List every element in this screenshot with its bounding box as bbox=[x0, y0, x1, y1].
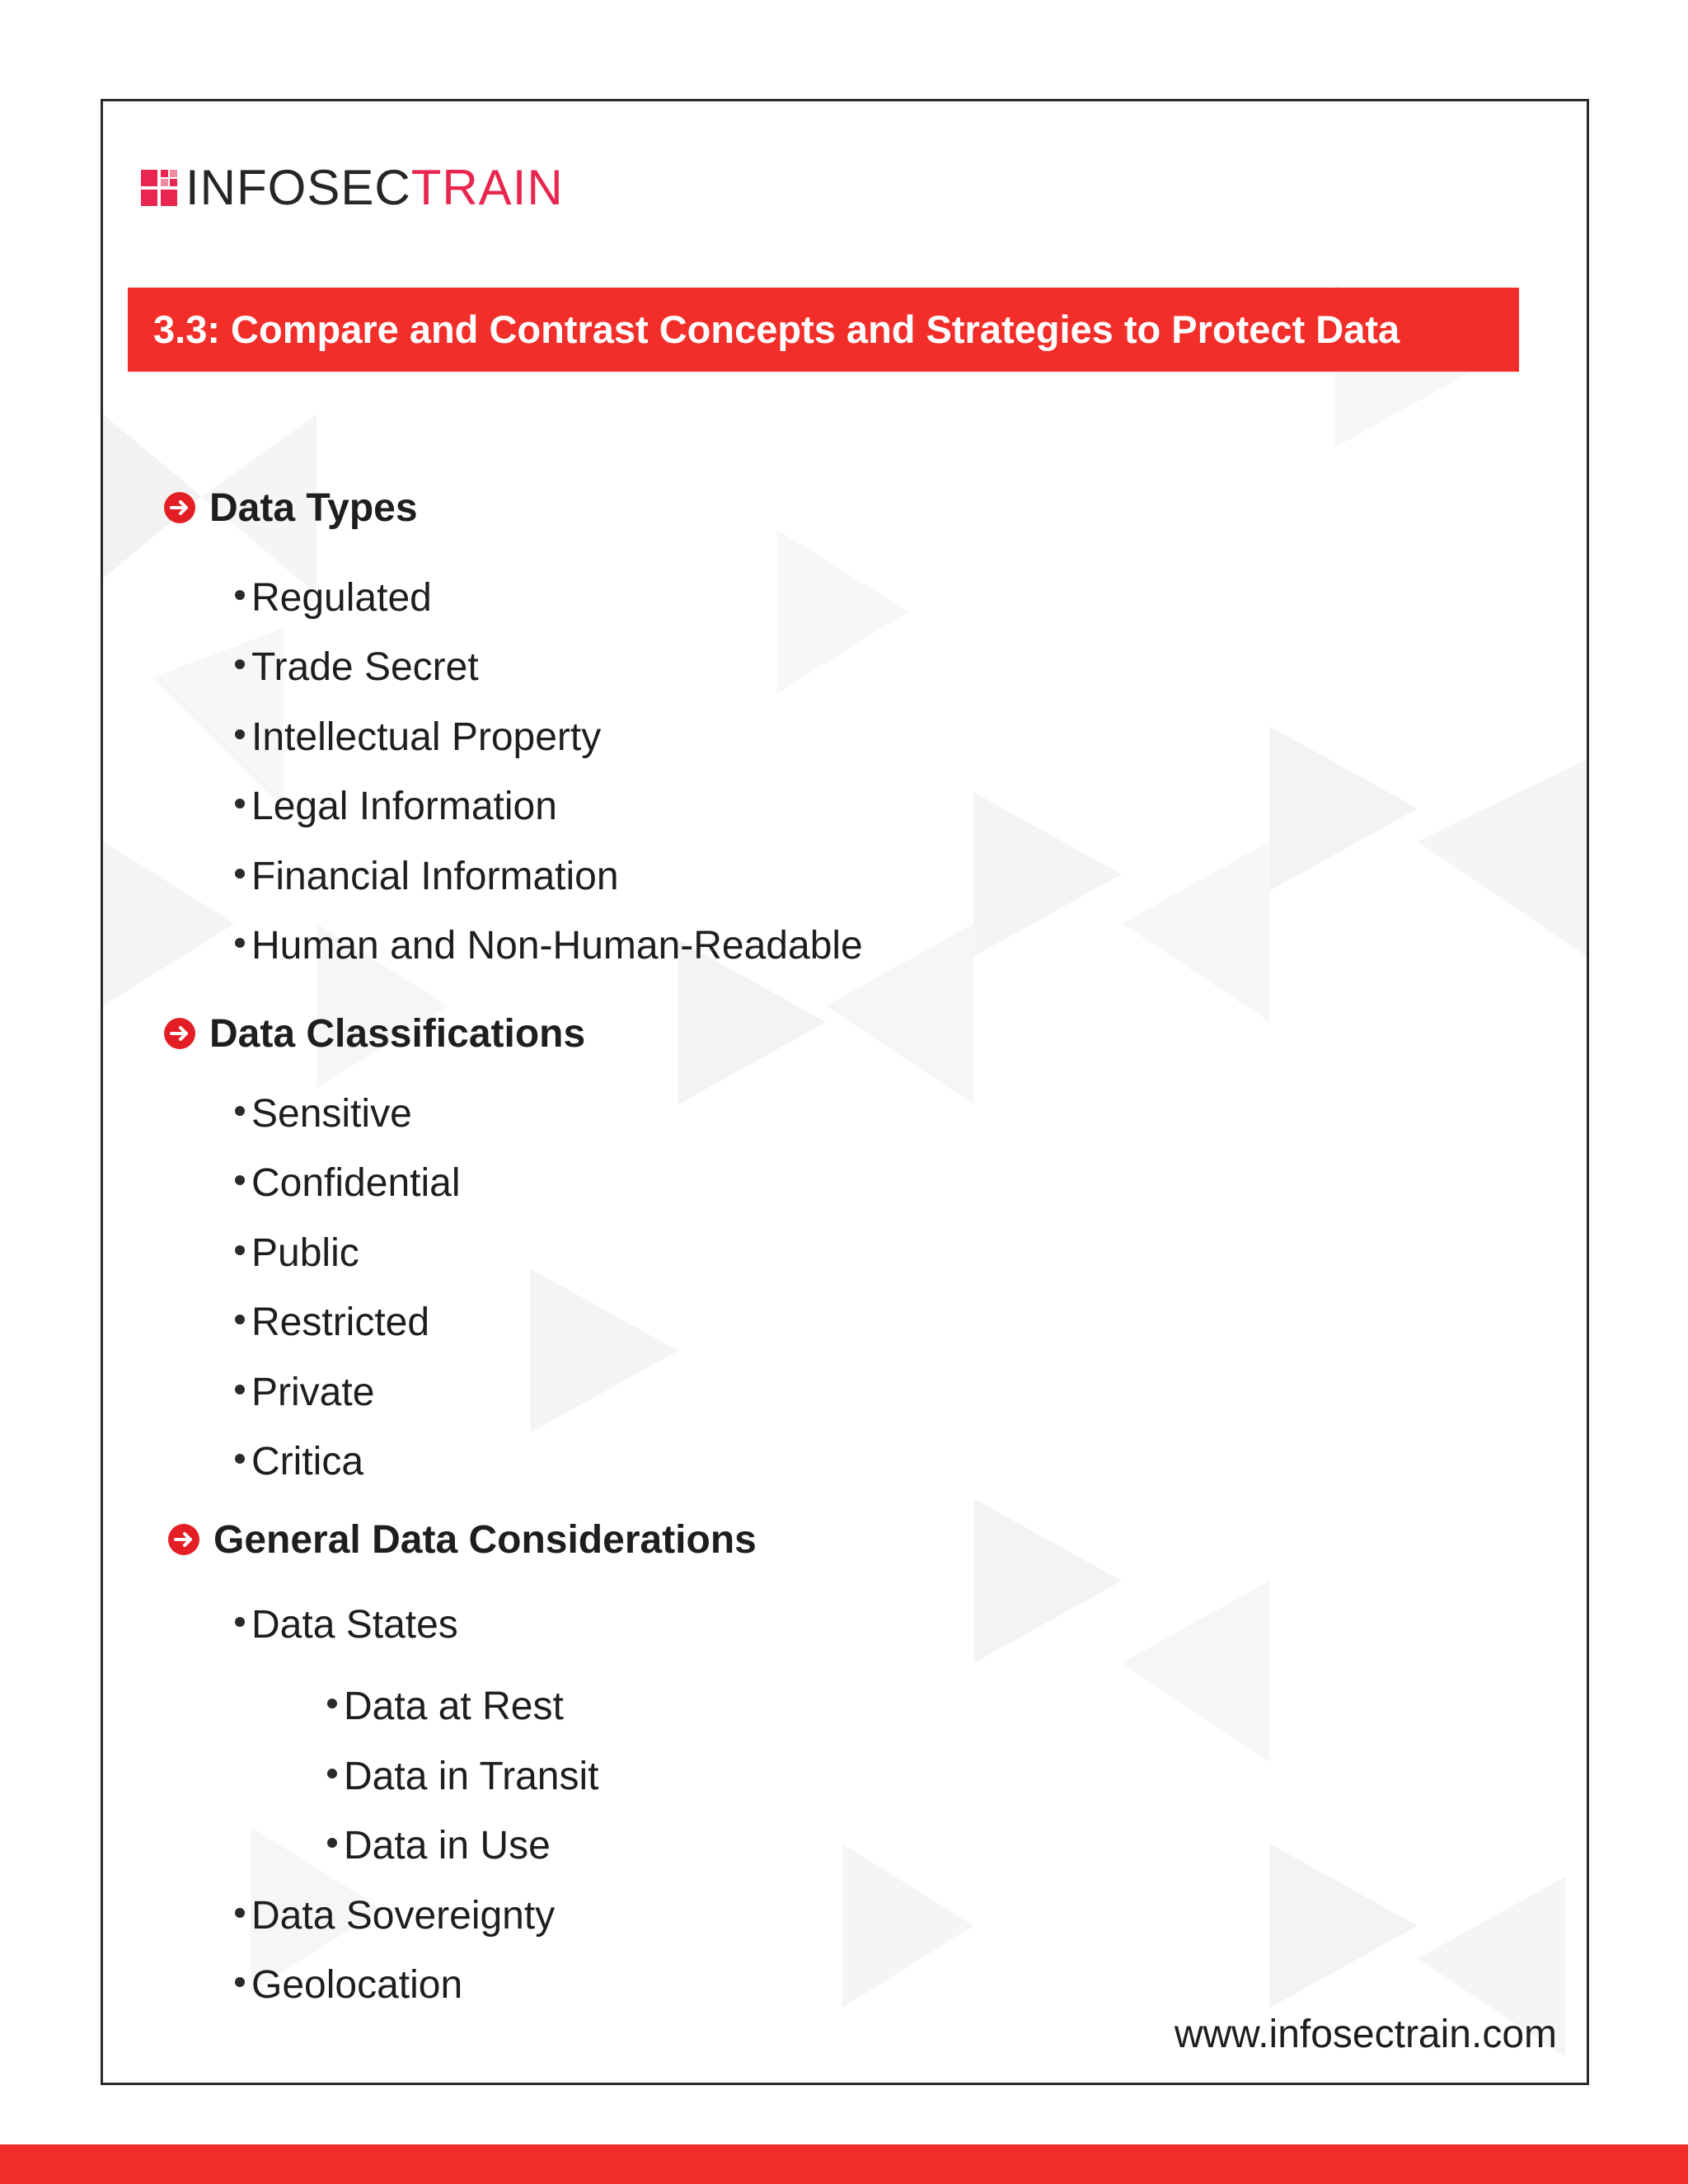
list-item bbox=[235, 1891, 555, 1940]
list-item-label: Data Sovereignty bbox=[251, 1893, 556, 1938]
list-item bbox=[235, 1367, 374, 1417]
bullet-icon bbox=[235, 1106, 245, 1116]
bullet-icon bbox=[235, 1315, 245, 1324]
arrow-circle-right-icon bbox=[167, 1523, 200, 1556]
list-item bbox=[235, 1089, 412, 1138]
bullet-icon bbox=[327, 1699, 337, 1708]
bottom-accent-strip bbox=[0, 2144, 1688, 2184]
bullet-icon bbox=[235, 1908, 245, 1918]
arrow-circle-right-icon bbox=[163, 491, 196, 524]
list-item-label: Data at Rest bbox=[344, 1684, 564, 1728]
list-item bbox=[235, 573, 432, 622]
section-heading-general-data-considerations bbox=[167, 1515, 757, 1564]
arrow-circle-right-icon bbox=[163, 1017, 196, 1050]
bullet-icon bbox=[327, 1838, 337, 1848]
list-item-label: Regulated bbox=[251, 575, 432, 620]
list-item-label: Legal Information bbox=[251, 784, 557, 828]
bullet-icon bbox=[235, 1454, 245, 1464]
list-item-label: Data in Use bbox=[344, 1823, 551, 1868]
bullet-icon bbox=[235, 590, 245, 600]
section-heading-data-types bbox=[163, 483, 418, 532]
list-item bbox=[235, 851, 619, 901]
list-item bbox=[235, 1960, 462, 2009]
bullet-icon bbox=[235, 1977, 245, 1987]
sub-list-item bbox=[327, 1681, 564, 1731]
list-item-label: Data in Transit bbox=[344, 1754, 599, 1798]
bullet-icon bbox=[235, 938, 245, 948]
list-item-label: Financial Information bbox=[251, 854, 619, 898]
list-item-label: Intellectual Property bbox=[251, 715, 602, 759]
logo-text-infosec: INFOSEC bbox=[185, 160, 411, 215]
list-item-label: Private bbox=[251, 1370, 375, 1414]
infosectrain-logo bbox=[141, 159, 564, 217]
list-item-label: Data States bbox=[251, 1602, 458, 1647]
bullet-icon bbox=[235, 1617, 245, 1627]
bullet-icon bbox=[235, 1245, 245, 1255]
bullet-icon bbox=[235, 1175, 245, 1185]
list-item-label: Trade Secret bbox=[251, 644, 479, 689]
list-item bbox=[235, 1436, 363, 1486]
list-item-label: Public bbox=[251, 1230, 359, 1275]
list-item bbox=[235, 781, 557, 831]
list-item bbox=[235, 642, 479, 691]
list-item bbox=[235, 1158, 461, 1207]
bullet-icon bbox=[327, 1769, 337, 1779]
bullet-icon bbox=[235, 1385, 245, 1394]
list-item bbox=[235, 921, 863, 970]
list-item bbox=[235, 712, 601, 762]
sub-list-item bbox=[327, 1751, 598, 1801]
page-frame bbox=[101, 99, 1589, 2085]
section-heading-label: Data Types bbox=[209, 485, 418, 530]
list-item bbox=[235, 1228, 359, 1277]
list-item-label: Critica bbox=[251, 1439, 364, 1483]
logo-mark-icon bbox=[141, 170, 177, 206]
footer-website[interactable]: www.infosectrain.com bbox=[1174, 2013, 1557, 2056]
list-item-label: Sensitive bbox=[251, 1091, 412, 1136]
bullet-icon bbox=[235, 659, 245, 669]
list-item-label: Restricted bbox=[251, 1300, 430, 1344]
section-heading-data-classifications bbox=[163, 1009, 585, 1058]
bullet-icon bbox=[235, 799, 245, 808]
bullet-icon bbox=[235, 729, 245, 739]
list-item bbox=[235, 1600, 458, 1649]
bullet-icon bbox=[235, 869, 245, 879]
list-item-label: Human and Non-Human-Readable bbox=[251, 923, 863, 968]
section-title-banner: 3.3: Compare and Contrast Concepts and Strategies to Protect Data bbox=[128, 288, 1519, 372]
section-heading-label: General Data Considerations bbox=[213, 1517, 757, 1562]
list-item bbox=[235, 1297, 429, 1347]
sub-list-item bbox=[327, 1821, 551, 1870]
section-heading-label: Data Classifications bbox=[209, 1011, 586, 1056]
list-item-label: Geolocation bbox=[251, 1962, 463, 2007]
logo-text-train: TRAIN bbox=[410, 160, 564, 215]
list-item-label: Confidential bbox=[251, 1160, 461, 1205]
